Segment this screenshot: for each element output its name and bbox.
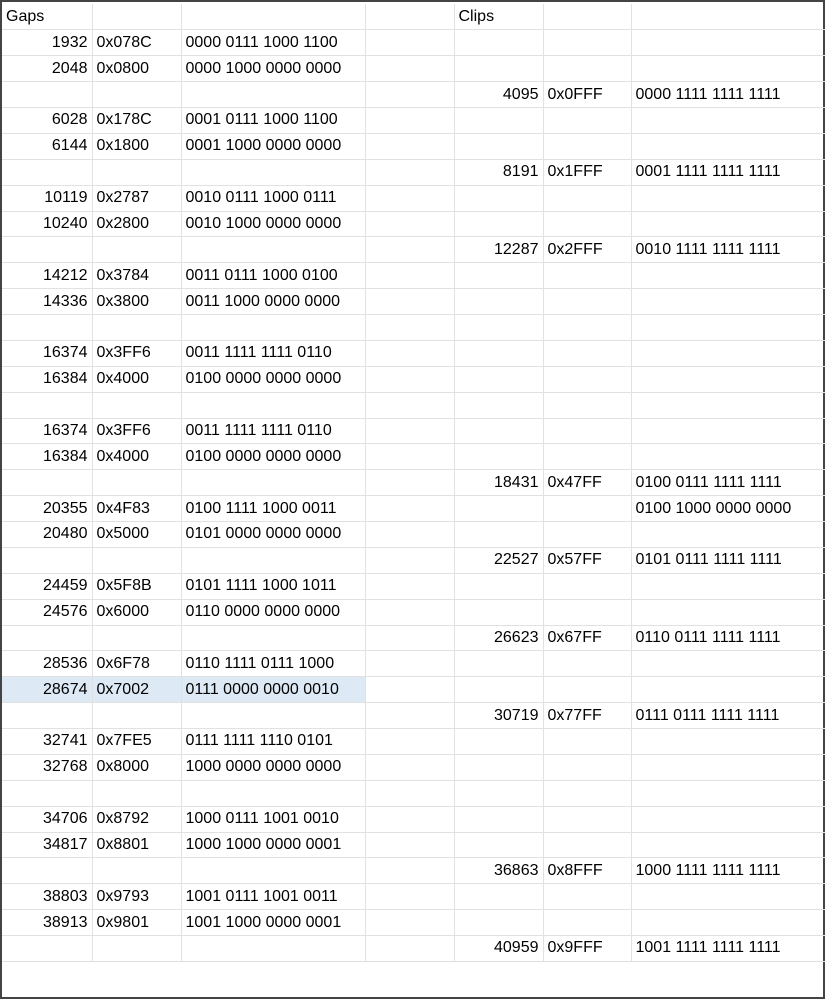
gap-hex-cell[interactable] [92, 703, 181, 729]
clip-hex-cell[interactable] [543, 780, 631, 806]
clip-hex-cell[interactable] [543, 832, 631, 858]
clip-decimal-cell[interactable] [454, 729, 543, 755]
empty-cell[interactable] [365, 858, 454, 884]
empty-cell[interactable] [365, 703, 454, 729]
gap-decimal-cell[interactable]: 28536 [2, 651, 92, 677]
clip-hex-cell[interactable] [543, 884, 631, 910]
empty-cell[interactable] [365, 832, 454, 858]
gap-binary-cell[interactable] [181, 780, 365, 806]
clip-decimal-cell[interactable] [454, 651, 543, 677]
clip-binary-cell[interactable] [631, 573, 825, 599]
table-row [2, 392, 825, 418]
clip-binary-cell[interactable] [631, 418, 825, 444]
table-row [2, 133, 825, 159]
clip-binary-cell[interactable]: 0000 1111 1111 1111 [631, 82, 825, 108]
gap-decimal-cell[interactable]: 16384 [2, 444, 92, 470]
clip-binary-cell[interactable] [631, 340, 825, 366]
gap-decimal-cell[interactable]: 32741 [2, 729, 92, 755]
gap-decimal-cell[interactable] [2, 547, 92, 573]
empty-cell[interactable] [365, 677, 454, 703]
clip-binary-cell[interactable] [631, 289, 825, 315]
gap-binary-cell[interactable]: 0011 1111 1111 0110 [181, 418, 365, 444]
gap-binary-cell[interactable]: 1000 1000 0000 0001 [181, 832, 365, 858]
gap-hex-cell[interactable] [92, 392, 181, 418]
clip-decimal-cell[interactable] [454, 573, 543, 599]
clip-hex-cell[interactable] [543, 315, 631, 341]
empty-cell[interactable] [365, 82, 454, 108]
clip-decimal-cell[interactable] [454, 263, 543, 289]
clip-hex-cell[interactable]: 0x0FFF [543, 82, 631, 108]
gap-binary-cell[interactable]: 0001 1000 0000 0000 [181, 133, 365, 159]
clip-hex-cell[interactable] [543, 496, 631, 522]
gap-decimal-cell[interactable]: 28674 [2, 677, 92, 703]
empty-cell[interactable] [365, 263, 454, 289]
clip-hex-cell[interactable] [543, 729, 631, 755]
table-row [2, 211, 825, 237]
gap-decimal-cell[interactable]: 16374 [2, 418, 92, 444]
table-row [2, 263, 825, 289]
clip-binary-cell[interactable] [631, 56, 825, 82]
clip-decimal-cell[interactable] [454, 185, 543, 211]
gap-binary-cell[interactable] [181, 547, 365, 573]
gap-decimal-cell[interactable] [2, 625, 92, 651]
clip-decimal-cell[interactable] [454, 884, 543, 910]
gap-decimal-cell[interactable]: 34817 [2, 832, 92, 858]
gap-hex-cell[interactable]: 0x8792 [92, 806, 181, 832]
table-row [2, 340, 825, 366]
table-row [2, 936, 825, 962]
gap-hex-cell[interactable]: 0x4F83 [92, 496, 181, 522]
clip-decimal-cell[interactable] [454, 910, 543, 936]
empty-cell[interactable] [543, 4, 631, 30]
gap-decimal-cell[interactable]: 38913 [2, 910, 92, 936]
gap-binary-cell[interactable]: 0011 1111 1111 0110 [181, 340, 365, 366]
gap-decimal-cell[interactable]: 1932 [2, 30, 92, 56]
gap-decimal-cell[interactable] [2, 703, 92, 729]
gap-decimal-cell[interactable] [2, 780, 92, 806]
gap-hex-cell[interactable]: 0x4000 [92, 366, 181, 392]
empty-cell[interactable] [365, 108, 454, 134]
gap-hex-cell[interactable]: 0x8000 [92, 754, 181, 780]
gap-decimal-cell[interactable]: 38803 [2, 884, 92, 910]
clip-hex-cell[interactable]: 0x47FF [543, 470, 631, 496]
empty-cell[interactable] [365, 366, 454, 392]
gap-hex-cell[interactable]: 0x7002 [92, 677, 181, 703]
clip-hex-cell[interactable] [543, 754, 631, 780]
table-row [2, 522, 825, 548]
gap-hex-cell[interactable]: 0x9801 [92, 910, 181, 936]
empty-cell[interactable] [365, 754, 454, 780]
table-row [2, 832, 825, 858]
empty-cell[interactable] [365, 289, 454, 315]
gap-hex-cell[interactable] [92, 780, 181, 806]
gap-decimal-cell[interactable]: 20480 [2, 522, 92, 548]
gap-decimal-cell[interactable]: 20355 [2, 496, 92, 522]
gap-binary-cell[interactable] [181, 82, 365, 108]
gap-decimal-cell[interactable] [2, 159, 92, 185]
clip-binary-cell[interactable]: 0101 0111 1111 1111 [631, 547, 825, 573]
clip-binary-cell[interactable] [631, 185, 825, 211]
table-row [2, 858, 825, 884]
table-row [2, 418, 825, 444]
clip-binary-cell[interactable] [631, 392, 825, 418]
gap-binary-cell[interactable]: 0111 1111 1110 0101 [181, 729, 365, 755]
clip-binary-cell[interactable]: 0111 0111 1111 1111 [631, 703, 825, 729]
empty-cell[interactable] [365, 573, 454, 599]
clip-hex-cell[interactable]: 0x67FF [543, 625, 631, 651]
empty-cell[interactable] [365, 418, 454, 444]
clip-decimal-cell[interactable] [454, 444, 543, 470]
gap-binary-cell[interactable] [181, 392, 365, 418]
clip-binary-cell[interactable]: 0010 1111 1111 1111 [631, 237, 825, 263]
clip-binary-cell[interactable] [631, 133, 825, 159]
clip-decimal-cell[interactable] [454, 56, 543, 82]
gap-decimal-cell[interactable] [2, 858, 92, 884]
empty-cell[interactable] [365, 470, 454, 496]
gap-hex-cell[interactable]: 0x8801 [92, 832, 181, 858]
clip-hex-cell[interactable] [543, 599, 631, 625]
table-row [2, 444, 825, 470]
table-row [2, 159, 825, 185]
gap-binary-cell[interactable] [181, 625, 365, 651]
table-row [2, 754, 825, 780]
empty-cell[interactable] [365, 884, 454, 910]
clip-decimal-cell[interactable] [454, 806, 543, 832]
gap-hex-cell[interactable] [92, 237, 181, 263]
gap-binary-cell[interactable]: 0001 0111 1000 1100 [181, 108, 365, 134]
empty-cell[interactable] [365, 936, 454, 962]
empty-cell[interactable] [92, 4, 181, 30]
clip-hex-cell[interactable]: 0x9FFF [543, 936, 631, 962]
empty-cell[interactable] [365, 133, 454, 159]
clip-decimal-cell[interactable]: 26623 [454, 625, 543, 651]
gap-hex-cell[interactable]: 0x6F78 [92, 651, 181, 677]
clip-hex-cell[interactable]: 0x2FFF [543, 237, 631, 263]
gap-binary-cell[interactable]: 0110 0000 0000 0000 [181, 599, 365, 625]
empty-cell[interactable] [365, 496, 454, 522]
gap-binary-cell[interactable]: 1000 0111 1001 0010 [181, 806, 365, 832]
clip-decimal-cell[interactable] [454, 108, 543, 134]
empty-cell[interactable] [365, 806, 454, 832]
gap-binary-cell[interactable] [181, 703, 365, 729]
clip-decimal-cell[interactable] [454, 418, 543, 444]
clip-binary-cell[interactable] [631, 677, 825, 703]
gap-decimal-cell[interactable]: 6028 [2, 108, 92, 134]
gap-hex-cell[interactable] [92, 625, 181, 651]
empty-cell[interactable] [365, 392, 454, 418]
gap-decimal-cell[interactable]: 16374 [2, 340, 92, 366]
gap-decimal-cell[interactable]: 34706 [2, 806, 92, 832]
clip-hex-cell[interactable] [543, 522, 631, 548]
gap-decimal-cell[interactable]: 10240 [2, 211, 92, 237]
clip-decimal-cell[interactable] [454, 496, 543, 522]
gap-binary-cell[interactable]: 0010 1000 0000 0000 [181, 211, 365, 237]
clip-binary-cell[interactable] [631, 444, 825, 470]
clip-hex-cell[interactable] [543, 444, 631, 470]
table-row [2, 780, 825, 806]
clips-header-cell[interactable]: Clips [454, 4, 543, 30]
clip-binary-cell[interactable] [631, 522, 825, 548]
gap-decimal-cell[interactable] [2, 82, 92, 108]
gap-decimal-cell[interactable]: 32768 [2, 754, 92, 780]
gap-binary-cell[interactable]: 0100 0000 0000 0000 [181, 444, 365, 470]
table-row [2, 366, 825, 392]
gap-binary-cell[interactable]: 0010 0111 1000 0111 [181, 185, 365, 211]
clip-hex-cell[interactable] [543, 366, 631, 392]
table-row [2, 651, 825, 677]
clip-decimal-cell[interactable] [454, 30, 543, 56]
table-row [2, 496, 825, 522]
gap-hex-cell[interactable]: 0x0800 [92, 56, 181, 82]
clip-binary-cell[interactable] [631, 884, 825, 910]
clip-decimal-cell[interactable]: 40959 [454, 936, 543, 962]
clip-decimal-cell[interactable] [454, 780, 543, 806]
empty-cell[interactable] [365, 237, 454, 263]
gap-binary-cell[interactable] [181, 936, 365, 962]
clip-decimal-cell[interactable]: 18431 [454, 470, 543, 496]
clip-binary-cell[interactable]: 1001 1111 1111 1111 [631, 936, 825, 962]
clip-hex-cell[interactable] [543, 418, 631, 444]
gap-hex-cell[interactable]: 0x178C [92, 108, 181, 134]
clip-decimal-cell[interactable] [454, 599, 543, 625]
table-row [2, 806, 825, 832]
gap-hex-cell[interactable]: 0x6000 [92, 599, 181, 625]
table-row [2, 56, 825, 82]
table-row [2, 910, 825, 936]
gap-hex-cell[interactable]: 0x2800 [92, 211, 181, 237]
gap-decimal-cell[interactable]: 24576 [2, 599, 92, 625]
clip-hex-cell[interactable]: 0x8FFF [543, 858, 631, 884]
clip-hex-cell[interactable] [543, 108, 631, 134]
empty-cell[interactable] [365, 4, 454, 30]
clip-binary-cell[interactable] [631, 599, 825, 625]
clip-hex-cell[interactable] [543, 651, 631, 677]
clip-decimal-cell[interactable]: 30719 [454, 703, 543, 729]
gap-binary-cell[interactable] [181, 858, 365, 884]
table-row [2, 470, 825, 496]
clip-decimal-cell[interactable] [454, 522, 543, 548]
clip-decimal-cell[interactable] [454, 832, 543, 858]
clip-hex-cell[interactable] [543, 392, 631, 418]
gap-decimal-cell[interactable]: 14212 [2, 263, 92, 289]
empty-cell[interactable] [365, 444, 454, 470]
gap-hex-cell[interactable]: 0x9793 [92, 884, 181, 910]
clip-binary-cell[interactable] [631, 263, 825, 289]
clip-binary-cell[interactable] [631, 108, 825, 134]
table-row [2, 82, 825, 108]
empty-cell[interactable] [365, 651, 454, 677]
clip-hex-cell[interactable] [543, 211, 631, 237]
clip-decimal-cell[interactable] [454, 754, 543, 780]
gap-binary-cell[interactable] [181, 237, 365, 263]
empty-cell[interactable] [365, 910, 454, 936]
table-row [2, 884, 825, 910]
clip-binary-cell[interactable] [631, 910, 825, 936]
empty-cell[interactable] [365, 315, 454, 341]
empty-cell[interactable] [631, 4, 825, 30]
clip-hex-cell[interactable] [543, 340, 631, 366]
clip-decimal-cell[interactable] [454, 315, 543, 341]
gap-decimal-cell[interactable]: 16384 [2, 366, 92, 392]
gap-decimal-cell[interactable]: 10119 [2, 185, 92, 211]
gap-hex-cell[interactable]: 0x2787 [92, 185, 181, 211]
empty-cell[interactable] [181, 4, 365, 30]
clip-hex-cell[interactable] [543, 677, 631, 703]
table-row [2, 599, 825, 625]
gap-binary-cell[interactable]: 0111 0000 0000 0010 [181, 677, 365, 703]
data-table [2, 4, 825, 962]
gap-binary-cell[interactable] [181, 159, 365, 185]
header-row [2, 4, 825, 30]
gap-decimal-cell[interactable] [2, 936, 92, 962]
clip-binary-cell[interactable] [631, 315, 825, 341]
gap-decimal-cell[interactable]: 24459 [2, 573, 92, 599]
gap-binary-cell[interactable]: 1001 1000 0000 0001 [181, 910, 365, 936]
empty-cell[interactable] [365, 159, 454, 185]
gap-hex-cell[interactable]: 0x3FF6 [92, 418, 181, 444]
empty-cell[interactable] [365, 56, 454, 82]
clip-binary-cell[interactable]: 0100 0111 1111 1111 [631, 470, 825, 496]
clip-hex-cell[interactable]: 0x1FFF [543, 159, 631, 185]
gap-decimal-cell[interactable] [2, 470, 92, 496]
clip-binary-cell[interactable]: 1000 1111 1111 1111 [631, 858, 825, 884]
clip-decimal-cell[interactable]: 8191 [454, 159, 543, 185]
gap-hex-cell[interactable]: 0x5F8B [92, 573, 181, 599]
clip-binary-cell[interactable] [631, 366, 825, 392]
clip-decimal-cell[interactable] [454, 289, 543, 315]
gap-hex-cell[interactable]: 0x4000 [92, 444, 181, 470]
clip-hex-cell[interactable] [543, 56, 631, 82]
gap-hex-cell[interactable] [92, 547, 181, 573]
table-row [2, 237, 825, 263]
gap-hex-cell[interactable]: 0x3800 [92, 289, 181, 315]
gap-binary-cell[interactable]: 0101 1111 1000 1011 [181, 573, 365, 599]
gap-decimal-cell[interactable]: 6144 [2, 133, 92, 159]
clip-hex-cell[interactable]: 0x77FF [543, 703, 631, 729]
clip-hex-cell[interactable] [543, 263, 631, 289]
gap-decimal-cell[interactable] [2, 315, 92, 341]
gaps-header-cell[interactable]: Gaps [2, 4, 92, 30]
table-row [2, 703, 825, 729]
clip-decimal-cell[interactable] [454, 366, 543, 392]
gap-binary-cell[interactable]: 0000 0111 1000 1100 [181, 30, 365, 56]
empty-cell[interactable] [365, 185, 454, 211]
gap-binary-cell[interactable] [181, 470, 365, 496]
clip-hex-cell[interactable]: 0x57FF [543, 547, 631, 573]
gap-decimal-cell[interactable] [2, 392, 92, 418]
gap-binary-cell[interactable]: 0011 1000 0000 0000 [181, 289, 365, 315]
clip-decimal-cell[interactable]: 4095 [454, 82, 543, 108]
gap-binary-cell[interactable]: 0100 0000 0000 0000 [181, 366, 365, 392]
clip-hex-cell[interactable] [543, 30, 631, 56]
gap-binary-cell[interactable]: 0000 1000 0000 0000 [181, 56, 365, 82]
clip-binary-cell[interactable] [631, 729, 825, 755]
table-row [2, 289, 825, 315]
empty-cell[interactable] [365, 340, 454, 366]
clip-hex-cell[interactable] [543, 910, 631, 936]
clip-binary-cell[interactable] [631, 832, 825, 858]
clip-decimal-cell[interactable] [454, 392, 543, 418]
clip-binary-cell[interactable]: 0100 1000 0000 0000 [631, 496, 825, 522]
gap-binary-cell[interactable]: 0110 1111 0111 1000 [181, 651, 365, 677]
table-row [2, 315, 825, 341]
table-row [2, 677, 825, 703]
clip-hex-cell[interactable] [543, 806, 631, 832]
gap-binary-cell[interactable] [181, 315, 365, 341]
clip-decimal-cell[interactable] [454, 133, 543, 159]
table-row [2, 573, 825, 599]
clip-binary-cell[interactable] [631, 30, 825, 56]
empty-cell[interactable] [365, 30, 454, 56]
clip-hex-cell[interactable] [543, 185, 631, 211]
gap-decimal-cell[interactable]: 2048 [2, 56, 92, 82]
gap-hex-cell[interactable] [92, 159, 181, 185]
empty-cell[interactable] [365, 547, 454, 573]
clip-decimal-cell[interactable]: 12287 [454, 237, 543, 263]
clip-hex-cell[interactable] [543, 133, 631, 159]
table-row [2, 729, 825, 755]
gap-hex-cell[interactable] [92, 936, 181, 962]
clip-hex-cell[interactable] [543, 289, 631, 315]
clip-binary-cell[interactable]: 0001 1111 1111 1111 [631, 159, 825, 185]
clip-decimal-cell[interactable]: 22527 [454, 547, 543, 573]
clip-decimal-cell[interactable] [454, 211, 543, 237]
clip-binary-cell[interactable]: 0110 0111 1111 1111 [631, 625, 825, 651]
clip-binary-cell[interactable] [631, 806, 825, 832]
table-row [2, 547, 825, 573]
gap-binary-cell[interactable]: 1001 0111 1001 0011 [181, 884, 365, 910]
clip-binary-cell[interactable] [631, 780, 825, 806]
table-row [2, 625, 825, 651]
gap-hex-cell[interactable]: 0x7FE5 [92, 729, 181, 755]
table-row [2, 108, 825, 134]
gap-hex-cell[interactable]: 0x3784 [92, 263, 181, 289]
gap-hex-cell[interactable]: 0x3FF6 [92, 340, 181, 366]
gap-hex-cell[interactable]: 0x1800 [92, 133, 181, 159]
empty-cell[interactable] [365, 729, 454, 755]
gap-binary-cell[interactable]: 1000 0000 0000 0000 [181, 754, 365, 780]
clip-decimal-cell[interactable] [454, 340, 543, 366]
empty-cell[interactable] [365, 522, 454, 548]
gap-decimal-cell[interactable] [2, 237, 92, 263]
clip-hex-cell[interactable] [543, 573, 631, 599]
table-row [2, 30, 825, 56]
gap-hex-cell[interactable] [92, 470, 181, 496]
gap-hex-cell[interactable]: 0x078C [92, 30, 181, 56]
gap-hex-cell[interactable]: 0x5000 [92, 522, 181, 548]
gap-hex-cell[interactable] [92, 82, 181, 108]
empty-cell[interactable] [365, 780, 454, 806]
clip-binary-cell[interactable] [631, 651, 825, 677]
empty-cell[interactable] [365, 599, 454, 625]
clip-binary-cell[interactable] [631, 754, 825, 780]
clip-binary-cell[interactable] [631, 211, 825, 237]
gap-binary-cell[interactable]: 0011 0111 1000 0100 [181, 263, 365, 289]
empty-cell[interactable] [365, 211, 454, 237]
table-row [2, 185, 825, 211]
gap-hex-cell[interactable] [92, 858, 181, 884]
gap-binary-cell[interactable]: 0101 0000 0000 0000 [181, 522, 365, 548]
clip-decimal-cell[interactable] [454, 677, 543, 703]
gap-hex-cell[interactable] [92, 315, 181, 341]
clip-decimal-cell[interactable]: 36863 [454, 858, 543, 884]
gap-decimal-cell[interactable]: 14336 [2, 289, 92, 315]
empty-cell[interactable] [365, 625, 454, 651]
gap-binary-cell[interactable]: 0100 1111 1000 0011 [181, 496, 365, 522]
